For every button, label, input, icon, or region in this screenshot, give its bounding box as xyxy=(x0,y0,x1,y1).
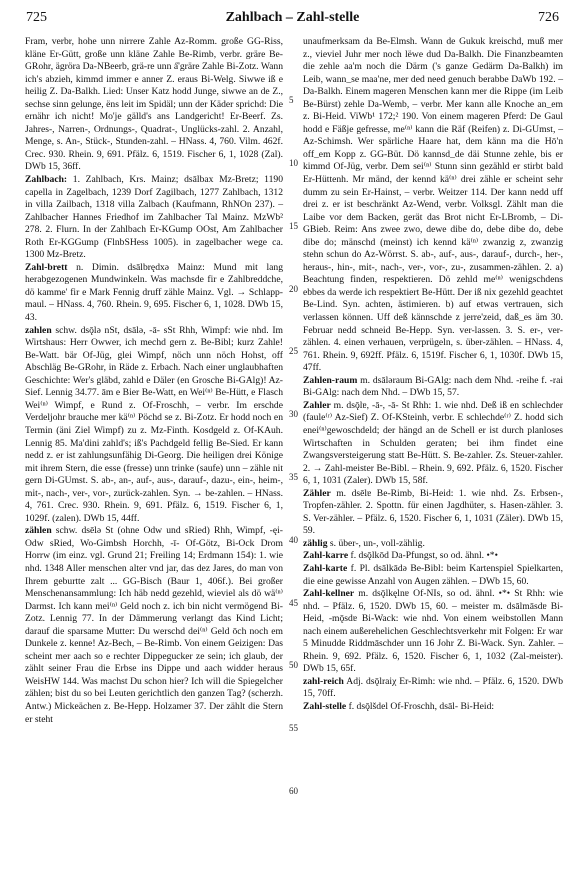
entry-zahl-brett: Zahl-brett n. Dimin. dsālbrędxə Mainz: Mund mit lang herabgezogenen Mundwinkeln. Was machsde fir e Zahlbreddche, dö kamme' fir e Mark Fennig druff zähle Mainz. Vgl. → Schlapp-maul. – HNass. 4, 760. Rhein. 9, 695. Fischer 6, 1, 1028. DWb 15, 43. xyxy=(25,261,283,324)
page-header xyxy=(26,10,559,30)
headword: zahl-reich xyxy=(303,675,344,687)
headword: Zahlbach: xyxy=(25,174,68,186)
headword: Zahl-karte xyxy=(303,562,348,574)
line-number: 50 xyxy=(289,660,298,670)
entry-zahler: Zahler m. dsǭlɐ, -ā-, -ā- St Rhh: 1. wie nhd. Deß iß en schlechder (faule⁽ʳ⁾ Az-Sief) Z. Of-KSteinh, verbr. E schlechde⁽ʳ⁾ Z. hodd sich enei⁽ⁿ⁾gewoschdeld; der hängd an de Schell er ist durch planloses Wirtschaften in Schulden geraten; bei ihm findet eine Zwangsversteigerung statt Be-Hütt. S. Be-zahler. Zs. Steuer-zahler. 2. → Zahl-meister Be-Bibl. – Rhein. 9, 692. Pfälz. 6, 1520. Fischer 6, 1, 1031 (Zaler). DWb 15, 58f. xyxy=(303,399,563,487)
line-number: 15 xyxy=(289,221,298,231)
headword: Zahl-brett xyxy=(25,261,68,273)
left-column xyxy=(25,36,283,726)
entry-zahlen-raum: Zahlen-raum m. dsāləraum Bi-GAlg: nach dem Nhd. -reihe f. -rai Bi-GAlg: nach dem Nhd. – DWb 15, 57. xyxy=(303,374,563,399)
entry-zahlbach: Zahlbach: 1. Zahlbach, Krs. Mainz; dsālbax Mz-Bretz; 1190 capella in Zagelbach, 1239 Dorf Zagilbach, 1277 Zahlbach, 1312 in villa Zailbach, 1318 villa Zalbach (Kaufmann, RhNOn 237). – Zahlbacher Hannes Friedhof im Zahlbacher Tal Mainz. MzWb² 278. 2. Flurn. In der Zahlbach Er-KGump OOst, Am Zahlbacher Roth Er-KGGump (FlnbSHess 1005). in zagelbacher wege ca. 1300 Mz-Bretz. xyxy=(25,174,283,261)
entry-zahl-continued: Fram, verbr, hohe unn nirrere Zahle Az-Romm. große GG-Riss, kläne Er-Gütt, große unn kläne Zahle Be-Rimb, verbr. gräre Be-GRohr, ägröra Da-NBeerb, grä-re unn a̋'gräre Zahle Bi-Zotz. Wann ich's abzieh, kimmd immer e anner Z. eraus Bi-Welg. Siwwe iß e heilig Z. Da-Balkh. Lied: Unser Katz hodd Junge, siwwe an de Z., sechse sinn gelunge, ëns leit im Spidäl; unn der Käder sprichd: Die ernähr ich nicht! Mo'je gälld's ans Landgericht! Er-Beerf. Zs. Jahres-, Narren-, Ordnungs-, Quadrat-, Unglücks-zahl. 2. Anzahl, Menge, s. An-, Stück-, Stunden-zahl. – HNass. 4, 760. Vilm. 462f. Crec. 930. Rhein. 9, 691. Pfälz. 6, 1519. Fischer 6, 1, 1028 (Zal). DWb 15, 36ff. xyxy=(25,36,283,173)
line-number: 25 xyxy=(289,346,298,356)
line-number: 20 xyxy=(289,284,298,294)
headword: Zahlen-raum xyxy=(303,374,358,386)
entry-zahl-karte: Zahl-karte f. Pl. dsālkādə Be-Bibl: beim Kartenspiel Spielkarten, die eine gewisse Anzahl von Augen zählen. – DWb 15, 60. xyxy=(303,562,563,587)
line-number: 35 xyxy=(289,472,298,482)
line-number: 10 xyxy=(289,158,298,168)
entry-zahl-stelle: Zahl-stelle f. dsǭlšdel Of-Froschh, dsāl- Bi-Heid: xyxy=(303,700,495,712)
headword: zählig xyxy=(303,537,328,549)
page-number-right: 726 xyxy=(538,10,559,25)
headword: Zahl-stelle xyxy=(303,700,347,712)
line-number: 40 xyxy=(289,535,298,545)
line-number: 55 xyxy=(289,723,298,733)
entry-zahl-reich: zahl-reich Adj. dsǭlraiχ Er-Rimh: wie nhd. – Pfälz. 6, 1520. DWb 15, 70ff. xyxy=(303,675,563,700)
entry-zaehlig: zählig s. über-, un-, voll-zählig. xyxy=(303,537,425,549)
running-title: Zahlbach – Zahl-stelle xyxy=(225,10,360,25)
headword: Zahl-kellner xyxy=(303,588,355,600)
headword: zahlen xyxy=(25,324,52,336)
entry-zahl-karre: Zahl-karre f. dsǭlkōd Da-Pfungst, so od. ähnl. •*• xyxy=(303,550,498,562)
entry-zaehlen: zählen schw. dsēlə St (ohne Odw und sRied) Rhh, Wimpf, -ęi- Odw sRied, Wo-Gimbsh Horchh, -ī- Of-Götz, Bi-Ock Drom Horrw (im einz. vgl. Grund 21; Freiling 14; Erdmann 154): 1. wie nhd. 1348 Aller menschen alter vnd jar, das dez Jares, do man von Ihrem geburtte zalt ... GG-Bisch (Baur 1, 406f.). Bei großer Menschenansammlung: Ich häb nedd gezehld, wieviel als dö wä⁽ⁿ⁾ Darmst. Ich kann mei⁽ⁿ⁾ Geld noch z. ich bin nicht vermögend Bi-Zotz. Lennig 77. In der Dämmerung verlangt das Kind Licht; darauf die sparsame Mutter: Du werschd dei⁽ⁿ⁾ Geld ōch noch em Dunkele z. kenne! Az-Bech, – Be-Rimb. Von einem Geizigen: Das scheint mer aach so e rechter Dippegucker ze sein; ich glaub, der zählt seiner Frau die Erbse ins Dippe und aach widder heraus WeisHW 144. Was machst Du schon hier? Ich will die Spiegelcher zählen; bist du so bei Leuten gerichtlich den ganzen Tag? (scherzh. Antw.) Mickeächen z. Be-Hepp. Holzamer 37. Der zählt die Stern er steht xyxy=(25,525,283,725)
entry-zahlen: zahlen schw. dsǭlə nSt, dsālə, -ā- sSt Rhh, Wimpf: wie nhd. Im Wirtshaus: Herr Owwer, ich mechd gern z. Be-Bibl; kurz Zahle! Be-Watt. bär Of-Jüg, glei Wimpf, nöch unn nöch Hohst, off Abschläg Be-GRohr, in Räde z. Erbach. Nach einer unglaubhaften Geschichte: Wer's gläbd, zahld e Däler (en Grosche Bi-GAlg)! Az-Sief. Lennig 34.77. ām e Bier Be-Watt, en Wei⁽ⁿ⁾ Be-Hütt, e Flasch Wei⁽ⁿ⁾ Wimpf, e Rund z. Of-Froschh, – verbr. Im erschde Verdeljohr brauche mer kä⁽ⁿ⁾ Pöchd se z. Bi-Zotz. Er hodd noch en Termin (äni Ziel Wimpf) zu z. Mz-Finth. Kosdgeld z. Of-KAuh. Lennig 85. Ma'dini zahld's; iß's Pachdgeld fellig Be-Sied. Er kann nedd z. er ist zahlungsunfähig Di-Georg. Die heiligen drei Könige mit ihrem Stern, die esse (fresse) unn trinke (saufe) unn – zähle nit gern Di-GUmst. S. ab-, an-, auf-, aus-, darauf-, dazu-, ein-, heim-, mit-, nach-, ver-, vor-, zurück-zahlen. Syn. → be-zahlen. – HNass. 4, 761. Crec. 930. Rhein. 9, 691. Pfälz. 6, 1519. Fischer 6, 1, 1029f. (zalen). DWb 15, 44ff. xyxy=(25,324,283,524)
right-column xyxy=(303,36,563,714)
headword: Zähler xyxy=(303,487,331,499)
headword: Zahler xyxy=(303,399,331,411)
line-number: 5 xyxy=(289,95,294,105)
headword: zählen xyxy=(25,525,52,537)
line-number: 45 xyxy=(289,598,298,608)
entry-zaehler: Zähler m. dsēlɐ Be-Rimb, Bi-Heid: 1. wie nhd. Zs. Erbsen-, Tropfen-zähler. 2. Spottn. für einen Jagdhüter, s. Hasen-zähler. 3. S. Ver-zähler. – Pfälz. 6, 1520. Fischer 6, 1, 1031 (Zäler). DWb 15, 59. xyxy=(303,487,563,537)
headword: Zahl-karre xyxy=(303,550,349,562)
entry-zahl-kellner: Zahl-kellner m. dsǭlkęlnɐ Of-NIs, so od. ähnl. •*• St Rhh: wie nhd. – Pfälz. 6, 1520. DWb 15, 60. – meister m. dsālmāsdɐ Bi-Heid, -mǭsdɐ Bi-Wack: wie nhd. Von einem weibstollen Mann nach einem außerehelichen Geschlechtsverkehr mit Folgen: Er war 5 Minudde Riddmāschder unn 16 Johr Z. Bi-Wack. Syn. Zahler. – Rhein. 9, 692. Pfälz. 6, 1520. Fischer 6, 1, 1032 (Zal-meister). DWb 15, 65f. xyxy=(303,588,563,675)
entry-zaehlen-continued: unaufmerksam da Be-Elmsh. Wann de Gukuk kreischd, muß mer z., vieviel Juhr mer noch lëwe dud Da-Balkh. Die Finanzbeamten die zehle aa'm noch die Därm ('s ganze Gedärm Da-Balkh) im Leib, wann_se maa'ne, mer ded need genuch berabbe DaWb 192. – Da-Balkh. Einem mageren Menschen kann mer die Rippe (im Leib Be-Bürst) zehle Da-Wemb, – verbr. Mer kann alle Knoche an_em z. Bi-Heid. ViWb¹ 172;² 190. Von einem mageren Pferd: De Gaul hodd e Fäßje gefresse, me⁽ⁿ⁾ kann die Räf (Reifen) z. Di-GUmst, – Az-Schimsh. Wer spärliche Haare hat, dem känn ma die Hō'n off_em Kopp z. GG-Büt. Dö kannsd_de däi Stunne zehle, bis er kimmd Of-Jüg, verbr. Dem sei⁽ⁿ⁾ Stunn sinn gezähld er stirbt bald Er-Hüttenh. Mr mänd, der kennd kä⁽ⁿ⁾ drei zähle er scheint sehr dumm zu sein Er-Hainst, – verbr. Weitzer 114. Der kann nedd uff drei z. er ist beschränkt Az-Wend, verbr. Volksgl. Zählt man die Laibe vor dem Backen, gerät das Brot nicht Er-LBromb, – Di-GBieb. Reim: Ans zwee zwo, dewe dibe do, debe dibe do, debe dibe do; mänschd (meinst) ich kennd kä⁽ⁿ⁾ zwanzig z, zwanzig stehn schun do Az-Wörrst. S. ab-, auf-, aus-, darauf-, durch-, her-, heraus-, hin-, mit-, nach-, ver-, vor-, zu-, zusammen-zählen. 2. a) Beachtung finden, respektieren. Dö zehld me⁽ⁿ⁾ wenigschdens ebbes da werde ich respektiert Be-Hütt. Der iß nix gezehld geachtet Be-Lind. Syn. achten, ästimieren. b) auf etwas vertrauen, sich verlassen können. Uff deß kännschde z jerre'zeid, daß_es äm 30. Februar nedd schneid Be-Hepp. Syn. ver-lassen. 3. S. er-, ver-zählen. 4. einen verhauen, verprügeln, s. über-zählen. – HNass. 4, 761. Rhein. 9, 692ff. Pfälz. 6, 1519f. Fischer 6, 1, 1030f. DWb 15, 47ff. xyxy=(303,36,563,374)
page-number-left: 725 xyxy=(26,10,47,25)
line-number: 30 xyxy=(289,409,298,419)
line-number: 60 xyxy=(289,786,298,796)
